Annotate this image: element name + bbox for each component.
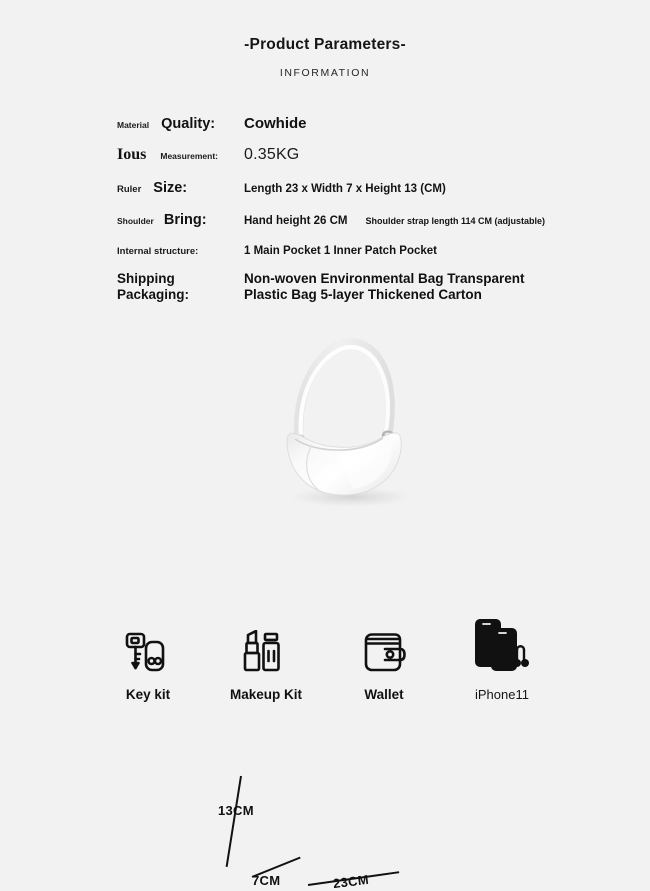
spec-value-material bbox=[244, 115, 307, 132]
spec-value-shipping-packaging bbox=[244, 271, 525, 303]
capacity-label: Key kit bbox=[125, 687, 171, 702]
spec-label-small: Material bbox=[117, 120, 150, 130]
spec-label-large: Size: bbox=[153, 180, 188, 196]
spec-value-strap bbox=[244, 215, 545, 227]
spec-value-size bbox=[244, 183, 446, 195]
spec-label-line-1: Shipping bbox=[117, 271, 175, 286]
spec-row-shipping-packaging bbox=[117, 271, 610, 303]
spec-row-measurement bbox=[117, 146, 610, 164]
spec-label-material bbox=[117, 116, 244, 132]
makeup-kit-icon bbox=[207, 618, 325, 680]
page-subtitle: INFORMATION bbox=[279, 67, 371, 79]
iphone-icon bbox=[443, 618, 561, 680]
dimension-label-width: 23CM bbox=[332, 871, 370, 891]
spec-value-internal-structure bbox=[244, 245, 437, 257]
dimension-label-depth: 7CM bbox=[252, 872, 281, 888]
capacity-label: Makeup Kit bbox=[229, 687, 302, 702]
spec-value-secondary: Shoulder strap length 114 CM (adjustable) bbox=[365, 216, 546, 226]
capacity-label: Wallet bbox=[364, 687, 404, 702]
spec-label-size bbox=[117, 180, 244, 196]
spec-label-line-2: Packaging: bbox=[117, 286, 190, 302]
spec-value-text: Length 23 x Width 7 x Height 13 (CM) bbox=[244, 183, 446, 195]
spec-row-internal-structure bbox=[117, 245, 610, 257]
bag-strap-highlight bbox=[301, 347, 388, 435]
page-title: -Product Parameters- bbox=[244, 36, 406, 53]
spec-value-text: Hand height 26 CM bbox=[244, 215, 348, 227]
spec-label-measurement bbox=[117, 146, 244, 164]
spec-row-material bbox=[117, 115, 610, 132]
page-header bbox=[0, 0, 650, 79]
spec-label-small: Ruler bbox=[117, 184, 142, 195]
spec-value-text: Cowhide bbox=[244, 115, 307, 132]
spec-label-strap bbox=[117, 212, 244, 228]
dimension-line-height bbox=[226, 776, 242, 867]
spec-label-small: Shoulder bbox=[117, 216, 154, 226]
spec-label-internal-structure bbox=[117, 246, 244, 257]
spec-value-text: 0.35KG bbox=[244, 146, 300, 163]
key-kit-icon bbox=[89, 618, 207, 680]
spec-row-size bbox=[117, 180, 610, 196]
capacity-icon-row bbox=[0, 618, 650, 702]
dimension-label-height: 13CM bbox=[218, 802, 254, 818]
spec-label-shipping-packaging bbox=[117, 271, 244, 303]
capacity-item-makeup-kit bbox=[207, 618, 325, 702]
spec-label-large: Ious bbox=[117, 146, 147, 163]
wallet-icon bbox=[325, 618, 443, 680]
spec-label-large: Quality: bbox=[161, 116, 216, 132]
bag-strap-edge bbox=[299, 343, 391, 437]
spec-label-small: Measurement: bbox=[160, 151, 218, 161]
capacity-item-wallet bbox=[325, 618, 443, 702]
product-bag-image bbox=[255, 329, 445, 519]
spec-value-text: 1 Main Pocket 1 Inner Patch Pocket bbox=[244, 245, 438, 257]
capacity-item-key-kit bbox=[89, 618, 207, 702]
capacity-item-iphone bbox=[443, 618, 561, 702]
spec-row-strap bbox=[117, 212, 610, 228]
spec-value-measurement bbox=[244, 146, 299, 164]
spec-label-large: Bring: bbox=[163, 212, 207, 228]
spec-label-small: Internal structure: bbox=[117, 246, 199, 257]
spec-value-line-2: Plastic Bag 5-layer Thickened Carton bbox=[244, 286, 482, 302]
capacity-label: iPhone11 bbox=[475, 687, 529, 702]
specification-table bbox=[0, 115, 650, 303]
spec-value-line-1: Non-woven Environmental Bag Transparent bbox=[244, 271, 525, 286]
